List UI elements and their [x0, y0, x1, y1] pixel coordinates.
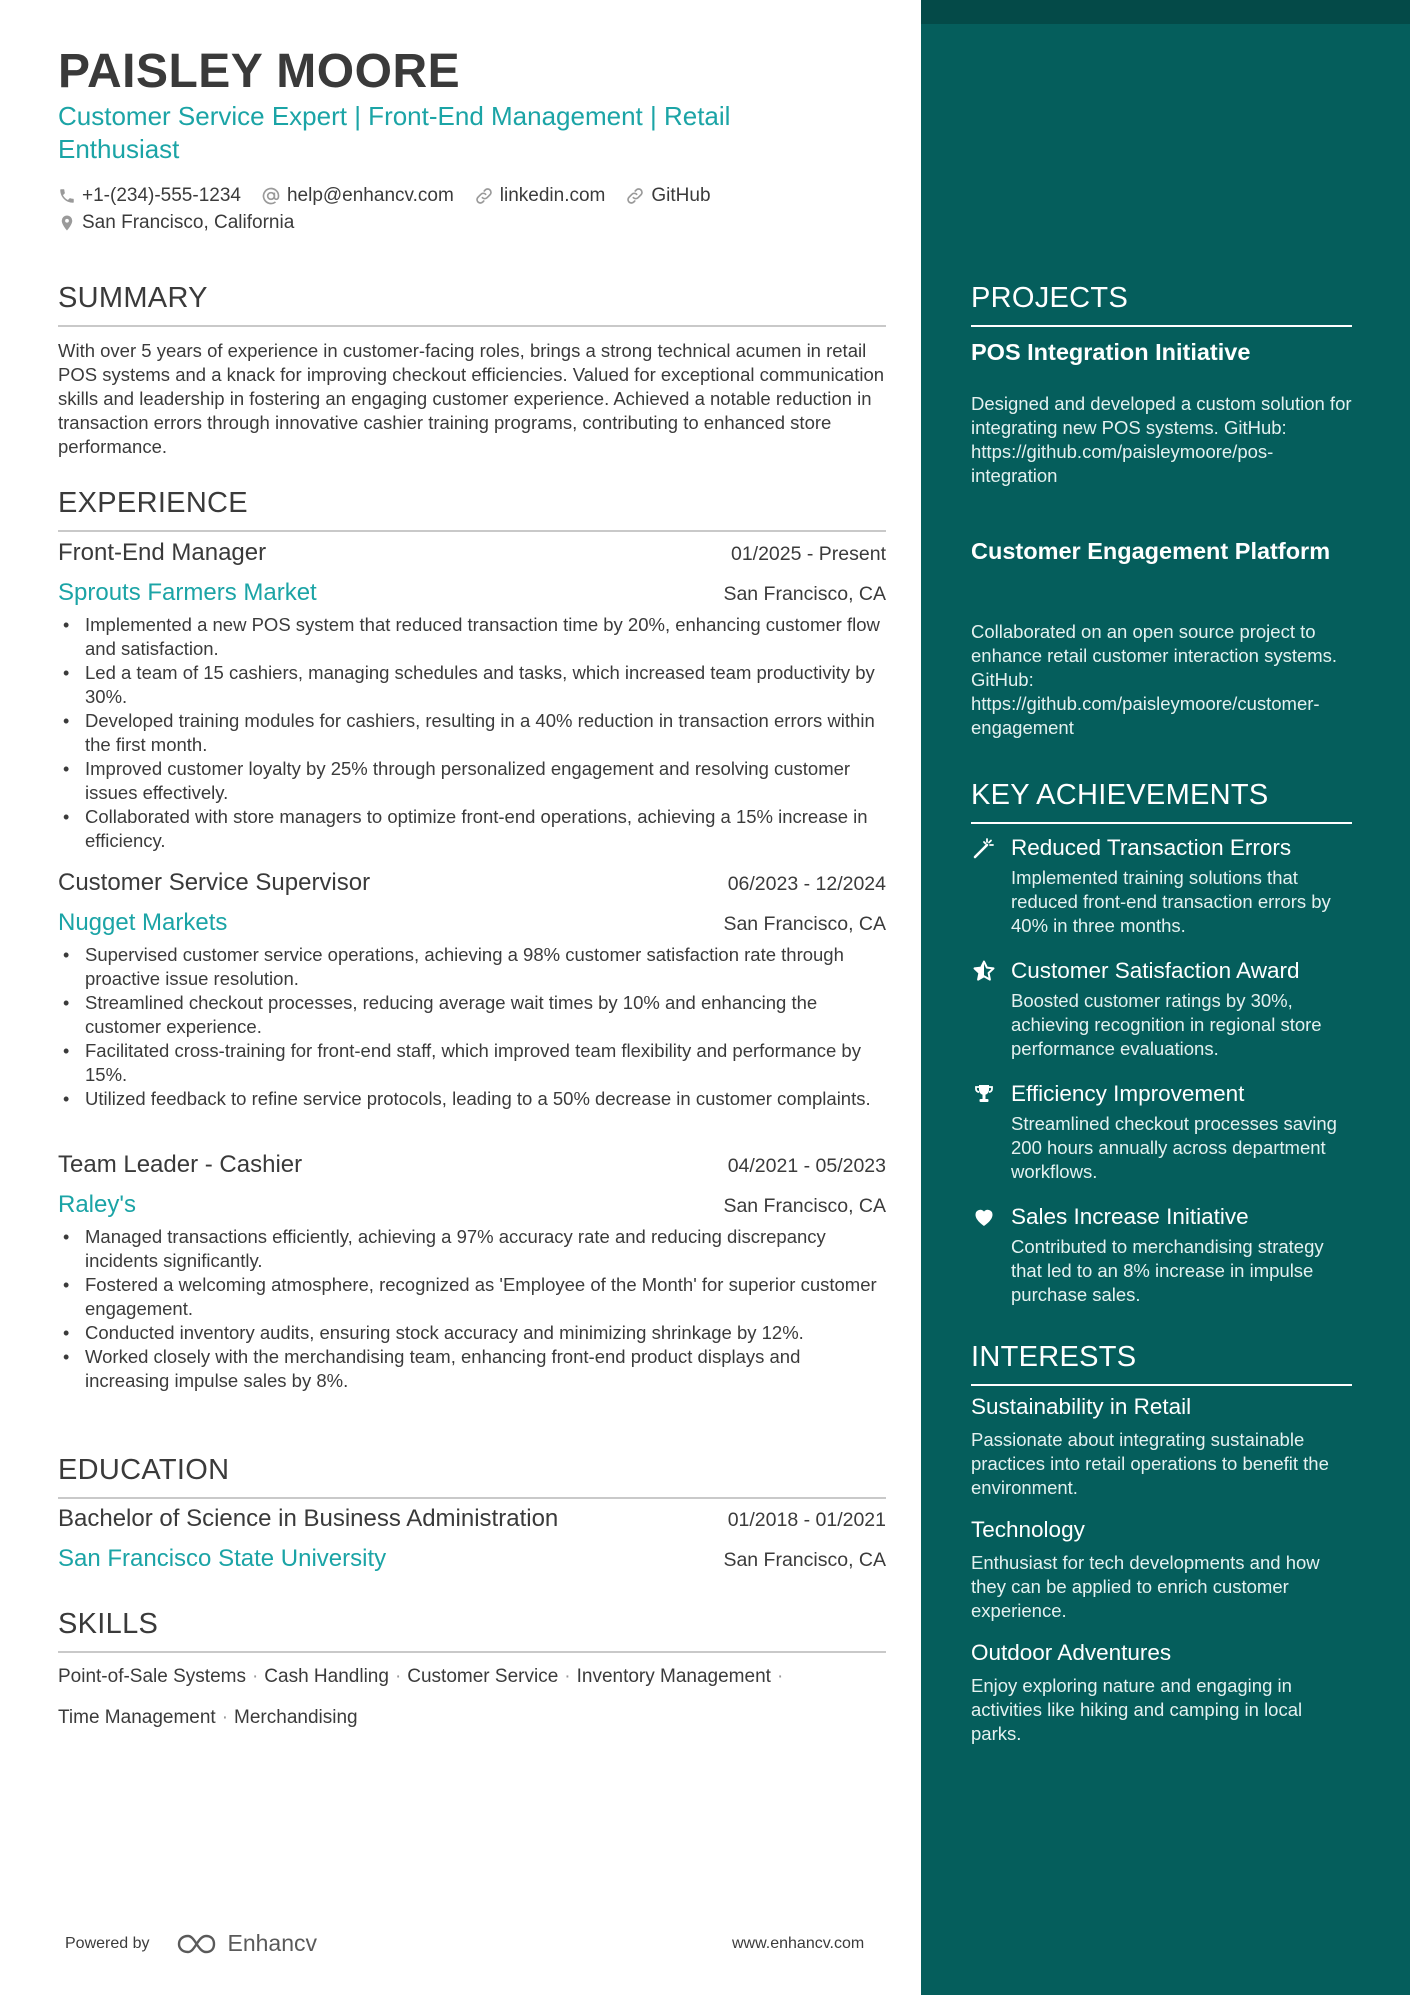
contact-linkedin[interactable]	[474, 185, 606, 207]
phone-text: +1-(234)-555-1234	[82, 184, 241, 206]
bullet-item: • Streamlined checkout processes, reducing average wait times by 10% and enhancing the customer experience.	[85, 991, 886, 1039]
job-title: Front-End Manager	[58, 539, 267, 566]
skills-list	[58, 1656, 886, 1738]
star-icon	[971, 958, 997, 984]
interest-item	[971, 1517, 1352, 1623]
powered-by-text: Powered by	[65, 1934, 150, 1952]
company-name: Raley's	[58, 1191, 136, 1218]
trophy-icon	[971, 1081, 997, 1107]
skill-item: Time Management	[58, 1707, 216, 1728]
interest-title: Sustainability in Retail	[971, 1394, 1192, 1419]
enhancv-logo-icon	[176, 1932, 222, 1956]
job-location: San Francisco, CA	[723, 913, 886, 935]
job-dates: 06/2023 - 12/2024	[727, 873, 886, 895]
bullet-item: • Implemented a new POS system that reduced transaction time by 20%, enhancing customer flow and satisfaction.	[85, 613, 886, 661]
achievement-description: Boosted customer ratings by 30%, achieving recognition in regional store performance evaluations.	[1011, 990, 1322, 1059]
bullet-item: • Supervised customer service operations, achieving a 98% customer satisfaction rate through proactive issue resolution.	[85, 943, 886, 991]
enhancv-logo[interactable]	[176, 1930, 318, 1957]
job-dates: 01/2025 - Present	[730, 543, 886, 565]
education-entry	[58, 1505, 886, 1579]
achievements-heading: KEY ACHIEVEMENTS	[971, 779, 1352, 824]
skill-item: Customer Service	[407, 1666, 559, 1687]
interests-heading: INTERESTS	[971, 1341, 1352, 1386]
location-text: San Francisco, California	[82, 211, 295, 233]
school-name: San Francisco State University	[58, 1545, 387, 1572]
job-bullets	[58, 1225, 886, 1393]
job-dates: 04/2021 - 05/2023	[727, 1155, 886, 1177]
link-icon	[474, 186, 494, 206]
job-location: San Francisco, CA	[723, 1195, 886, 1217]
skill-separator: ·	[251, 1666, 259, 1687]
project-description: Designed and developed a custom solution for integrating new POS systems. GitHub: https://github.com/paisleymoore/pos-integration	[971, 393, 1352, 486]
company-name: Nugget Markets	[58, 909, 228, 936]
achievement-title: Reduced Transaction Errors	[1011, 835, 1292, 860]
achievement-description: Contributed to merchandising strategy that led to an 8% increase in impulse purchase sales.	[1011, 1236, 1324, 1305]
skill-separator: ·	[221, 1707, 229, 1728]
achievement-item	[971, 1078, 1352, 1184]
education-heading: EDUCATION	[58, 1454, 886, 1499]
achievement-item	[971, 832, 1352, 938]
footer-url[interactable]: www.enhancv.com	[732, 1935, 865, 1952]
summary-heading: SUMMARY	[58, 282, 886, 327]
project-description: Collaborated on an open source project to enhance retail customer interaction systems. GitHub: https://github.com/paisleymoore/customer-engagement	[971, 621, 1338, 738]
projects-heading: PROJECTS	[971, 282, 1352, 327]
skill-item: Inventory Management	[576, 1666, 771, 1687]
bullet-item: • Developed training modules for cashiers, resulting in a 40% reduction in transaction errors within the first month.	[85, 709, 886, 757]
job-entry	[58, 1151, 886, 1393]
summary-text: With over 5 years of experience in customer-facing roles, brings a strong technical acumen in retail POS systems and a knack for improving checkout efficiencies. Valued for exceptional communication skills and leadership in fostering an engaging customer experience. Achieved a notable reduction in transaction errors through innovative cashier training programs, contributing to enhanced store performance.	[58, 340, 885, 457]
email-text: help@enhancv.com	[286, 184, 454, 206]
job-bullets	[58, 613, 886, 853]
bullet-item: • Worked closely with the merchandising team, enhancing front-end product displays and increasing impulse sales by 8%.	[85, 1345, 886, 1393]
contact-email[interactable]	[261, 185, 454, 207]
job-entry	[58, 539, 886, 853]
degree-title: Bachelor of Science in Business Administration	[58, 1505, 559, 1532]
achievement-description: Streamlined checkout processes saving 200 hours annually across department workflows.	[1011, 1113, 1337, 1182]
company-name: Sprouts Farmers Market	[58, 579, 317, 606]
achievement-title: Efficiency Improvement	[1011, 1081, 1245, 1106]
project-name: Customer Engagement Platform	[971, 538, 1331, 564]
bullet-item: • Utilized feedback to refine service protocols, leading to a 50% decrease in customer complaints.	[85, 1087, 886, 1111]
headline: Customer Service Expert | Front-End Management | Retail Enthusiast	[58, 101, 731, 164]
experience-heading: EXPERIENCE	[58, 487, 886, 532]
sidebar	[921, 0, 1410, 1995]
interest-description: Enjoy exploring nature and engaging in activities like hiking and camping in local parks.	[971, 1675, 1303, 1744]
at-icon	[261, 186, 281, 206]
interest-item	[971, 1640, 1352, 1746]
achievement-title: Sales Increase Initiative	[1011, 1204, 1249, 1229]
project-name: POS Integration Initiative	[971, 339, 1251, 365]
skill-item: Point-of-Sale Systems	[58, 1666, 246, 1687]
interest-title: Technology	[971, 1517, 1085, 1542]
bullet-item: • Managed transactions efficiently, achieving a 97% accuracy rate and reducing discrepancy incidents significantly.	[85, 1225, 886, 1273]
job-title: Customer Service Supervisor	[58, 869, 371, 896]
interest-description: Enthusiast for tech developments and how they can be applied to enrich customer experience.	[971, 1552, 1320, 1621]
skill-separator: ·	[394, 1666, 402, 1687]
contact-github[interactable]	[625, 185, 710, 207]
skills-heading: SKILLS	[58, 1608, 886, 1653]
project-entry	[971, 337, 1352, 367]
skill-separator: ·	[564, 1666, 571, 1687]
achievement-title: Customer Satisfaction Award	[1011, 958, 1300, 983]
bullet-item: • Facilitated cross-training for front-end staff, which improved team flexibility and performance by 15%.	[85, 1039, 886, 1087]
bullet-item: • Improved customer loyalty by 25% through personalized engagement and resolving customer issues effectively.	[85, 757, 886, 805]
project-entry-description	[971, 392, 1352, 488]
github-text: GitHub	[651, 184, 711, 206]
achievement-item	[971, 1201, 1352, 1307]
contact-info	[58, 182, 886, 236]
brand-text: Enhancv	[227, 1930, 318, 1956]
magic-wand-icon	[971, 835, 997, 861]
job-location: San Francisco, CA	[723, 583, 886, 605]
phone-icon	[58, 187, 76, 205]
bullet-item: • Led a team of 15 cashiers, managing schedules and tasks, which increased team productivity by 30%.	[85, 661, 886, 709]
education-location: San Francisco, CA	[723, 1549, 886, 1571]
location-pin-icon	[58, 213, 76, 233]
contact-location	[58, 212, 294, 234]
bullet-item: • Collaborated with store managers to optimize front-end operations, achieving a 15% increase in efficiency.	[85, 805, 886, 853]
link-icon	[625, 186, 645, 206]
linkedin-text: linkedin.com	[499, 184, 606, 206]
interest-description: Passionate about integrating sustainable practices into retail operations to benefit the environment.	[971, 1429, 1329, 1498]
interest-item	[971, 1394, 1352, 1500]
job-entry	[58, 869, 886, 1111]
bullet-item: • Conducted inventory audits, ensuring stock accuracy and minimizing shrinkage by 12%.	[85, 1321, 886, 1345]
footer-powered-by	[65, 1930, 317, 1957]
skill-item: Cash Handling	[264, 1666, 389, 1687]
job-title: Team Leader - Cashier	[58, 1151, 303, 1178]
achievement-item	[971, 955, 1352, 1061]
sidebar-top-bar	[921, 0, 1410, 24]
bullet-item: • Fostered a welcoming atmosphere, recognized as 'Employee of the Month' for superior customer engagement.	[85, 1273, 886, 1321]
project-entry-description	[971, 620, 1352, 740]
interest-title: Outdoor Adventures	[971, 1640, 1172, 1665]
education-dates: 01/2018 - 01/2021	[727, 1509, 886, 1531]
skill-item: Merchandising	[234, 1707, 358, 1728]
heart-icon	[971, 1204, 997, 1230]
job-bullets	[58, 943, 886, 1111]
project-entry	[971, 536, 1352, 566]
candidate-name: PAISLEY MOORE	[58, 45, 461, 98]
achievement-description: Implemented training solutions that reduced front-end transaction errors by 40% in three months.	[1011, 867, 1331, 936]
skill-separator: ·	[776, 1666, 784, 1687]
contact-phone	[58, 185, 241, 207]
